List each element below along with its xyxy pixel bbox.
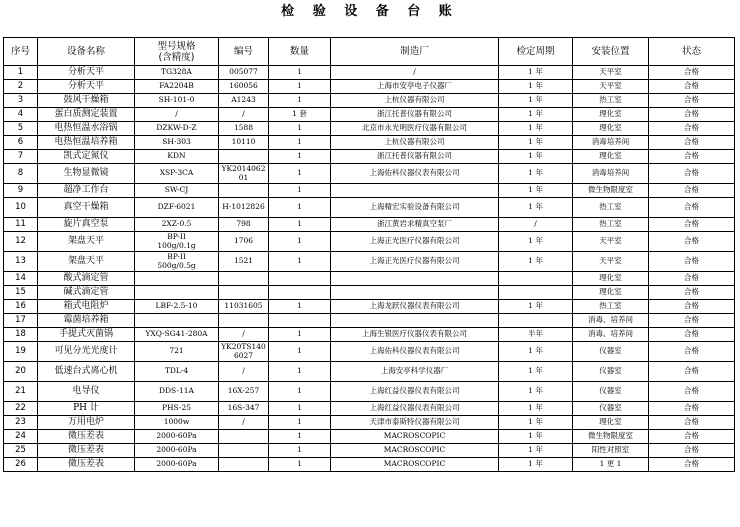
cell-status: 合格: [649, 108, 735, 122]
cell-status: 合格: [649, 232, 735, 252]
cell-seq: 25: [4, 444, 38, 458]
cell-period: [499, 286, 573, 300]
cell-status: 合格: [649, 382, 735, 402]
table-row: [4, 416, 735, 430]
cell-status: 合格: [649, 314, 735, 328]
cell-status: 合格: [649, 80, 735, 94]
cell-seq: 4: [4, 108, 38, 122]
cell-period: [499, 272, 573, 286]
cell-number: 005077: [219, 66, 269, 80]
cell-name: 碱式滴定管: [38, 286, 135, 300]
cell-model: [135, 286, 219, 300]
cell-model: 2XZ-0.5: [135, 218, 219, 232]
cell-period: 1 年: [499, 444, 573, 458]
cell-maker: 上海红益仪器仪表有限公司: [331, 382, 499, 402]
cell-period: 1 年: [499, 164, 573, 184]
cell-seq: 14: [4, 272, 38, 286]
cell-model: [135, 314, 219, 328]
cell-location: 理化室: [573, 122, 649, 136]
cell-model: DZKW-D-Z: [135, 122, 219, 136]
cell-status: 合格: [649, 164, 735, 184]
cell-number: [219, 458, 269, 472]
cell-number: A1243: [219, 94, 269, 108]
cell-location: 热工室: [573, 300, 649, 314]
header-period: 检定周期: [499, 38, 573, 66]
cell-seq: 17: [4, 314, 38, 328]
cell-maker: 上海正光医疗仪器有限公司: [331, 252, 499, 272]
cell-name: 箱式电阻炉: [38, 300, 135, 314]
cell-qty: 1: [269, 150, 331, 164]
cell-period: 1 年: [499, 458, 573, 472]
cell-maker: 北京市永光明医疗仪器有限公司: [331, 122, 499, 136]
cell-status: 合格: [649, 272, 735, 286]
header-status: 状态: [649, 38, 735, 66]
cell-status: 合格: [649, 286, 735, 300]
header-location: 安装位置: [573, 38, 649, 66]
cell-seq: 26: [4, 458, 38, 472]
cell-qty: 1: [269, 328, 331, 342]
cell-location: 天平室: [573, 232, 649, 252]
cell-period: /: [499, 218, 573, 232]
cell-maker: 上海佑科仪器仪表有限公司: [331, 342, 499, 362]
cell-location: 理化室: [573, 272, 649, 286]
cell-status: 合格: [649, 362, 735, 382]
cell-name: 超净工作台: [38, 184, 135, 198]
cell-seq: 15: [4, 286, 38, 300]
header-maker: 制造厂: [331, 38, 499, 66]
cell-model: BP-II 100g/0.1g: [135, 232, 219, 252]
cell-location: 阳性对照室: [573, 444, 649, 458]
cell-status: 合格: [649, 430, 735, 444]
cell-location: 热工室: [573, 94, 649, 108]
cell-number: YK201406201: [219, 164, 269, 184]
cell-qty: 1: [269, 382, 331, 402]
cell-maker: 上海红益仪器仪表有限公司: [331, 402, 499, 416]
cell-location: 消毒培养间: [573, 164, 649, 184]
cell-number: H-1012826: [219, 198, 269, 218]
table-row: [4, 164, 735, 184]
cell-location: 仪器室: [573, 402, 649, 416]
cell-maker: [331, 184, 499, 198]
cell-period: 1 年: [499, 402, 573, 416]
cell-location: 消毒、培养间: [573, 328, 649, 342]
cell-model: /: [135, 108, 219, 122]
cell-number: 10110: [219, 136, 269, 150]
cell-maker: 浙江黄岩求精真空泵厂: [331, 218, 499, 232]
cell-period: 1 年: [499, 252, 573, 272]
cell-model: 721: [135, 342, 219, 362]
header-row: [4, 38, 735, 66]
cell-location: 理化室: [573, 286, 649, 300]
cell-maker: 上海佑科仪器仪表有限公司: [331, 164, 499, 184]
header-seq: 序号: [4, 38, 38, 66]
cell-model: YXQ-SG41-280A: [135, 328, 219, 342]
cell-location: 仪器室: [573, 342, 649, 362]
cell-number: 160056: [219, 80, 269, 94]
cell-number: 16S-347: [219, 402, 269, 416]
table-row: [4, 80, 735, 94]
cell-name: 电导仪: [38, 382, 135, 402]
cell-qty: 1: [269, 458, 331, 472]
cell-maker: [331, 314, 499, 328]
cell-maker: 上海精宏实验设备有限公司: [331, 198, 499, 218]
cell-seq: 19: [4, 342, 38, 362]
cell-model: TG328A: [135, 66, 219, 80]
cell-seq: 21: [4, 382, 38, 402]
cell-period: 1 年: [499, 198, 573, 218]
cell-number: 1706: [219, 232, 269, 252]
cell-maker: /: [331, 66, 499, 80]
cell-maker: [331, 286, 499, 300]
cell-model: PHS-25: [135, 402, 219, 416]
cell-location: 微生物限度室: [573, 430, 649, 444]
cell-location: 消毒、培养间: [573, 314, 649, 328]
cell-number: 1588: [219, 122, 269, 136]
cell-name: 微压差表: [38, 458, 135, 472]
cell-seq: 23: [4, 416, 38, 430]
cell-status: 合格: [649, 184, 735, 198]
header-name: 设备名称: [38, 38, 135, 66]
cell-name: 凯式定氮仪: [38, 150, 135, 164]
cell-model: KDN: [135, 150, 219, 164]
cell-name: PH 计: [38, 402, 135, 416]
cell-qty: 1: [269, 342, 331, 362]
cell-seq: 9: [4, 184, 38, 198]
cell-period: 1 年: [499, 184, 573, 198]
cell-maker: 上海龙跃仪器仪表有限公司: [331, 300, 499, 314]
cell-name: 电热恒温培养箱: [38, 136, 135, 150]
table-row: [4, 430, 735, 444]
cell-number: /: [219, 416, 269, 430]
table-row: [4, 444, 735, 458]
cell-name: 鼓风干燥箱: [38, 94, 135, 108]
cell-maker: [331, 272, 499, 286]
cell-qty: 1: [269, 66, 331, 80]
cell-location: 天平室: [573, 66, 649, 80]
cell-qty: 1: [269, 232, 331, 252]
cell-period: 1 年: [499, 136, 573, 150]
cell-number: [219, 150, 269, 164]
cell-seq: 3: [4, 94, 38, 108]
cell-name: 架盘天平: [38, 232, 135, 252]
cell-period: 半年: [499, 328, 573, 342]
cell-maker: 天津市泰斯特仪器有限公司: [331, 416, 499, 430]
cell-period: 1 年: [499, 94, 573, 108]
cell-status: 合格: [649, 252, 735, 272]
cell-number: 798: [219, 218, 269, 232]
table-row: [4, 218, 735, 232]
cell-name: 万用电炉: [38, 416, 135, 430]
cell-period: 1 年: [499, 232, 573, 252]
cell-status: 合格: [649, 402, 735, 416]
cell-name: 可见分光光度计: [38, 342, 135, 362]
table-row: [4, 184, 735, 198]
cell-name: 分析天平: [38, 80, 135, 94]
cell-model: 1000w: [135, 416, 219, 430]
cell-period: 1 年: [499, 430, 573, 444]
cell-number: 11031605: [219, 300, 269, 314]
cell-maker: 上海正光医疗仪器有限公司: [331, 232, 499, 252]
cell-name: 真空干燥箱: [38, 198, 135, 218]
cell-model: [135, 272, 219, 286]
cell-name: 分析天平: [38, 66, 135, 80]
table-row: [4, 402, 735, 416]
cell-model: DDS-11A: [135, 382, 219, 402]
header-qty: 数量: [269, 38, 331, 66]
cell-model: DZF-6021: [135, 198, 219, 218]
cell-number: [219, 184, 269, 198]
cell-period: 1 年: [499, 382, 573, 402]
cell-location: 1 更 1: [573, 458, 649, 472]
cell-number: /: [219, 362, 269, 382]
cell-number: 16X-257: [219, 382, 269, 402]
header-model: 型号规格 (含精度): [135, 38, 219, 66]
cell-qty: 1: [269, 444, 331, 458]
cell-name: 生物显微镜: [38, 164, 135, 184]
table-row: [4, 328, 735, 342]
table-row: [4, 108, 735, 122]
cell-maker: 上杭仪器有限公司: [331, 136, 499, 150]
cell-model: FA2204B: [135, 80, 219, 94]
cell-name: 蛋白质测定装置: [38, 108, 135, 122]
table-row: [4, 362, 735, 382]
cell-model: LBF-2.5-10: [135, 300, 219, 314]
cell-location: 消毒培养间: [573, 136, 649, 150]
cell-qty: 1: [269, 402, 331, 416]
cell-seq: 2: [4, 80, 38, 94]
cell-status: 合格: [649, 328, 735, 342]
cell-period: 1 年: [499, 362, 573, 382]
cell-seq: 5: [4, 122, 38, 136]
cell-seq: 20: [4, 362, 38, 382]
cell-seq: 24: [4, 430, 38, 444]
cell-qty: [269, 314, 331, 328]
cell-seq: 8: [4, 164, 38, 184]
cell-status: 合格: [649, 444, 735, 458]
cell-model: 2000-60Pa: [135, 430, 219, 444]
cell-period: 1 年: [499, 416, 573, 430]
cell-status: 合格: [649, 218, 735, 232]
cell-maker: 浙江托普仪器有限公司: [331, 150, 499, 164]
cell-status: 合格: [649, 94, 735, 108]
cell-status: 合格: [649, 300, 735, 314]
table-row: [4, 198, 735, 218]
cell-qty: 1: [269, 430, 331, 444]
cell-location: 仪器室: [573, 362, 649, 382]
cell-seq: 1: [4, 66, 38, 80]
table-row: [4, 314, 735, 328]
cell-status: 合格: [649, 122, 735, 136]
cell-seq: 16: [4, 300, 38, 314]
cell-name: 微压差表: [38, 444, 135, 458]
cell-seq: 18: [4, 328, 38, 342]
table-row: [4, 232, 735, 252]
cell-model: SH-101-0: [135, 94, 219, 108]
table-row: [4, 458, 735, 472]
cell-name: 酸式滴定管: [38, 272, 135, 286]
cell-name: 手提式灭菌锅: [38, 328, 135, 342]
table-row: [4, 122, 735, 136]
cell-location: 天平室: [573, 80, 649, 94]
cell-model: SH-303: [135, 136, 219, 150]
cell-period: 1 年: [499, 80, 573, 94]
cell-maker: 上海市安亭电子仪器厂: [331, 80, 499, 94]
cell-qty: 1: [269, 122, 331, 136]
cell-maker: 上杭仪器有限公司: [331, 94, 499, 108]
cell-qty: 1: [269, 164, 331, 184]
cell-model: 2000-60Pa: [135, 444, 219, 458]
header-number: 编号: [219, 38, 269, 66]
cell-period: 1 年: [499, 342, 573, 362]
table-row: [4, 94, 735, 108]
cell-maker: 浙江托普仪器有限公司: [331, 108, 499, 122]
cell-period: 1 年: [499, 300, 573, 314]
cell-location: 天平室: [573, 252, 649, 272]
cell-maker: MACROSCOPIC: [331, 444, 499, 458]
cell-number: [219, 430, 269, 444]
cell-seq: 7: [4, 150, 38, 164]
cell-maker: MACROSCOPIC: [331, 458, 499, 472]
table-row: [4, 286, 735, 300]
cell-status: 合格: [649, 342, 735, 362]
cell-name: 架盘天平: [38, 252, 135, 272]
cell-name: 旋片真空泵: [38, 218, 135, 232]
page-title: 检 验 设 备 台 账: [281, 4, 459, 19]
cell-qty: [269, 286, 331, 300]
cell-qty: 1: [269, 252, 331, 272]
table-row: [4, 252, 735, 272]
cell-seq: 11: [4, 218, 38, 232]
cell-qty: 1: [269, 416, 331, 430]
cell-model: BP-II 500g/0.5g: [135, 252, 219, 272]
cell-number: [219, 444, 269, 458]
cell-period: [499, 314, 573, 328]
cell-name: 霉菌培养箱: [38, 314, 135, 328]
equipment-ledger-table: [3, 37, 735, 472]
cell-status: 合格: [649, 458, 735, 472]
table-row: [4, 272, 735, 286]
cell-seq: 13: [4, 252, 38, 272]
cell-maker: 上海生银医疗仪器仪表有限公司: [331, 328, 499, 342]
cell-period: 1 年: [499, 122, 573, 136]
cell-seq: 22: [4, 402, 38, 416]
cell-model: TDL-4: [135, 362, 219, 382]
cell-status: 合格: [649, 150, 735, 164]
cell-qty: 1: [269, 80, 331, 94]
cell-location: 微生物限度室: [573, 184, 649, 198]
cell-name: 微压差表: [38, 430, 135, 444]
cell-model: XSP-3CA: [135, 164, 219, 184]
table-row: [4, 382, 735, 402]
cell-qty: 1: [269, 94, 331, 108]
cell-model: 2000-60Pa: [135, 458, 219, 472]
cell-qty: 1: [269, 198, 331, 218]
table-row: [4, 66, 735, 80]
cell-number: [219, 286, 269, 300]
ledger-body: [4, 66, 735, 472]
cell-number: [219, 272, 269, 286]
cell-qty: 1: [269, 136, 331, 150]
cell-status: 合格: [649, 136, 735, 150]
cell-maker: 上海安亭科学仪器厂: [331, 362, 499, 382]
cell-number: /: [219, 328, 269, 342]
cell-qty: 1 套: [269, 108, 331, 122]
cell-qty: [269, 272, 331, 286]
cell-period: 1 年: [499, 150, 573, 164]
cell-location: 仪器室: [573, 382, 649, 402]
cell-maker: MACROSCOPIC: [331, 430, 499, 444]
cell-number: 1521: [219, 252, 269, 272]
cell-period: 1 年: [499, 108, 573, 122]
cell-qty: 1: [269, 300, 331, 314]
cell-status: 合格: [649, 416, 735, 430]
cell-name: 低速台式离心机: [38, 362, 135, 382]
table-row: [4, 300, 735, 314]
cell-qty: 1: [269, 218, 331, 232]
cell-number: YK20TS1406027: [219, 342, 269, 362]
cell-location: 热工室: [573, 198, 649, 218]
cell-location: 理化室: [573, 416, 649, 430]
cell-status: 合格: [649, 66, 735, 80]
cell-qty: 1: [269, 184, 331, 198]
cell-qty: 1: [269, 362, 331, 382]
table-row: [4, 150, 735, 164]
table-row: [4, 136, 735, 150]
cell-number: /: [219, 108, 269, 122]
cell-location: 理化室: [573, 150, 649, 164]
cell-status: 合格: [649, 198, 735, 218]
cell-seq: 10: [4, 198, 38, 218]
cell-seq: 12: [4, 232, 38, 252]
cell-location: 理化室: [573, 108, 649, 122]
cell-location: 热工室: [573, 218, 649, 232]
cell-period: 1 年: [499, 66, 573, 80]
table-row: [4, 342, 735, 362]
cell-seq: 6: [4, 136, 38, 150]
cell-model: SW-CJ: [135, 184, 219, 198]
cell-number: [219, 314, 269, 328]
cell-name: 电热恒温水浴锅: [38, 122, 135, 136]
